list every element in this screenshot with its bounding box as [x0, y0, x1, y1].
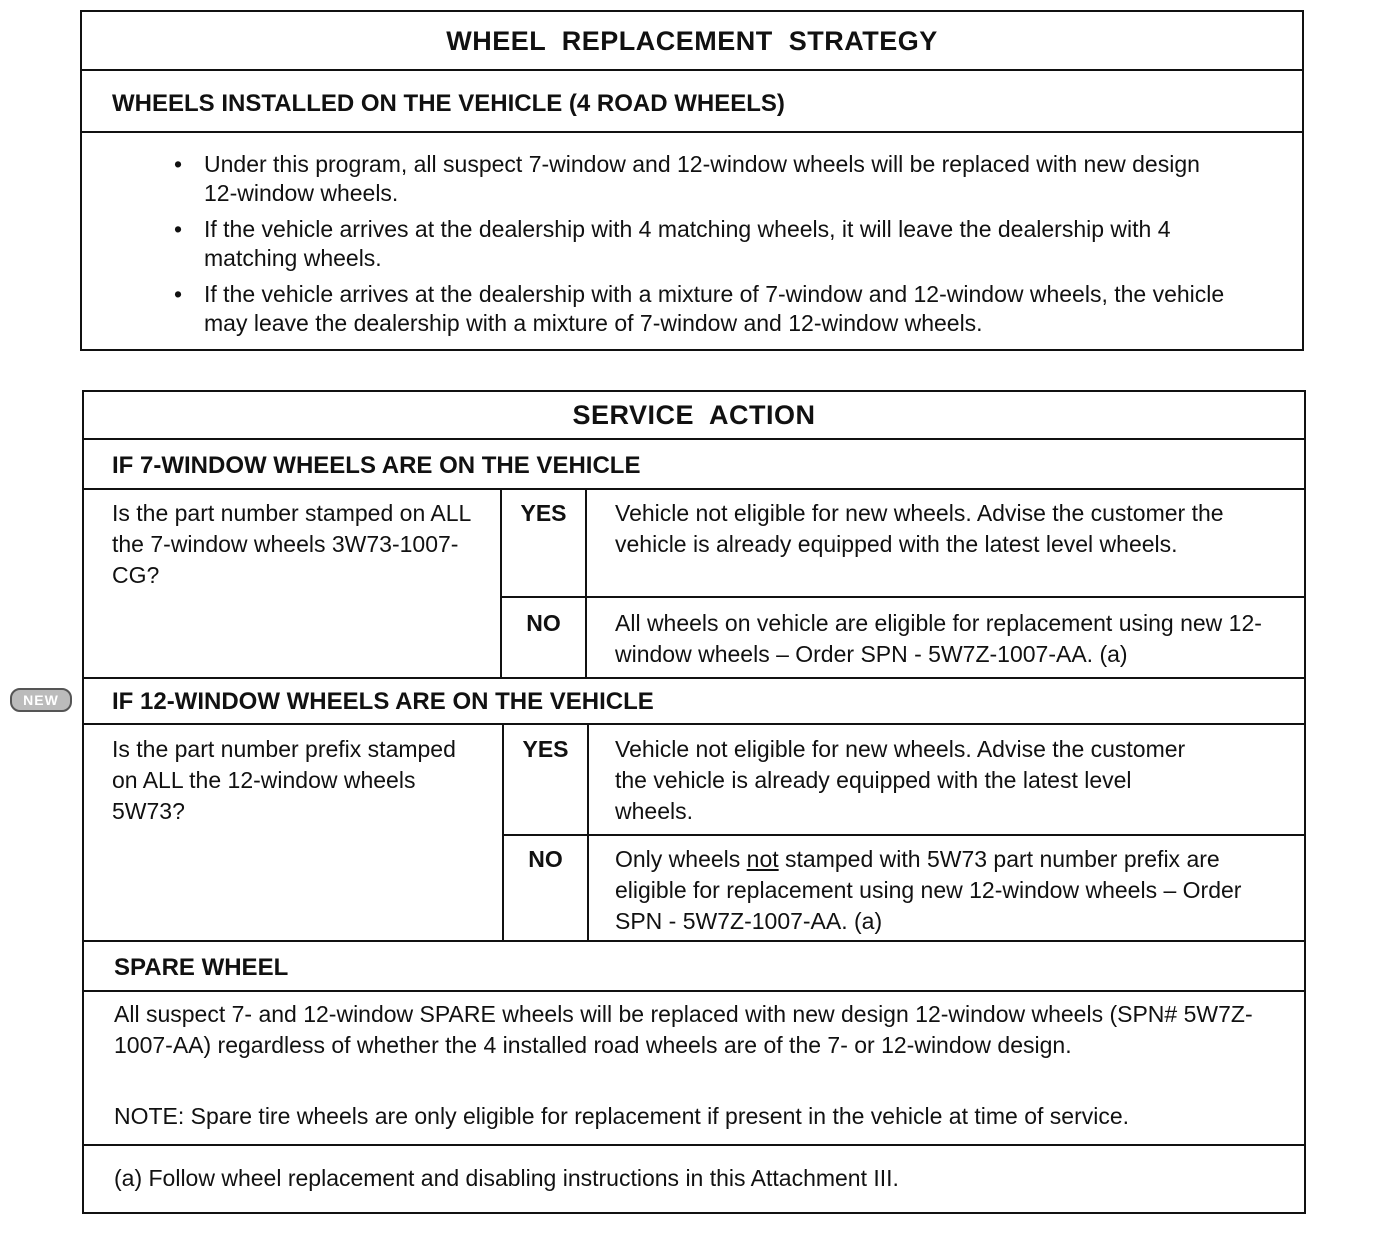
- divider: [82, 723, 1306, 725]
- service-action-title: SERVICE ACTION: [572, 400, 816, 430]
- seven-window-yes-text: Vehicle not eligible for new wheels. Advise the customer the vehicle is already equipped with the latest level wheels.: [615, 500, 1224, 557]
- bullet-icon: •: [174, 216, 183, 242]
- strategy-bullet: [174, 215, 1234, 273]
- twelve-window-no-label: NO: [528, 846, 563, 872]
- twelve-window-question: Is the part number prefix stamped on ALL the 12-window wheels 5W73?: [112, 736, 456, 824]
- divider: [585, 488, 587, 678]
- divider: [80, 131, 1304, 133]
- divider: [82, 438, 1306, 440]
- spare-wheel-heading: SPARE WHEEL: [114, 954, 289, 981]
- twelve-window-yes-text: Vehicle not eligible for new wheels. Advise the customer the vehicle is already equipped with the latest level wheels.: [615, 736, 1186, 824]
- divider: [82, 940, 1306, 942]
- no-text-after: stamped with 5W73 part number prefix are eligible for replacement using new 12-window wheels – Order SPN - 5W7Z-1007-AA. (a): [615, 846, 1242, 934]
- divider: [500, 596, 1306, 598]
- bullet-text: If the vehicle arrives at the dealership with a mixture of 7-window and 12-window wheels, the vehicle may leave the dealership with a mixture of 7-window and 12-window wheels.: [204, 281, 1225, 336]
- seven-window-yes-label: YES: [520, 500, 567, 526]
- twelve-window-yes-label: YES: [522, 736, 569, 762]
- seven-window-no-label: NO: [526, 610, 561, 636]
- no-text-before: Only wheels: [615, 846, 747, 872]
- twelve-window-no-text: [615, 844, 1265, 937]
- strategy-bullet: [174, 280, 1234, 338]
- divider: [80, 69, 1304, 71]
- spare-wheel-text: All suspect 7- and 12-window SPARE wheels will be replaced with new design 12-window wheels (SPN# 5W7Z-1007-AA) regardless of whether the 4 installed road wheels are of the 7- or 12-window design.: [114, 1001, 1253, 1058]
- installed-wheels-heading: WHEELS INSTALLED ON THE VEHICLE (4 ROAD WHEELS): [112, 90, 785, 117]
- divider: [502, 834, 1306, 836]
- bullet-text: If the vehicle arrives at the dealership with 4 matching wheels, it will leave the dealership with 4 matching wheels.: [204, 216, 1171, 271]
- twelve-window-heading: IF 12-WINDOW WHEELS ARE ON THE VEHICLE: [112, 688, 654, 715]
- no-text-underlined: not: [746, 846, 779, 872]
- divider: [82, 990, 1306, 992]
- divider: [82, 488, 1306, 490]
- bullet-icon: •: [174, 281, 183, 307]
- new-stamp: NEW: [10, 688, 72, 712]
- strategy-bullet-list: [174, 150, 1234, 345]
- bullet-text: Under this program, all suspect 7-window and 12-window wheels will be replaced with new design 12-window wheels.: [204, 151, 1200, 206]
- seven-window-no-text: All wheels on vehicle are eligible for replacement using new 12-window wheels – Order SPN - 5W7Z-1007-AA. (a): [615, 610, 1262, 667]
- strategy-bullet: [174, 150, 1234, 208]
- footnote: (a) Follow wheel replacement and disabling instructions in this Attachment III.: [114, 1165, 899, 1191]
- spare-wheel-note: NOTE: Spare tire wheels are only eligible for replacement if present in the vehicle at time of service.: [114, 1103, 1130, 1129]
- divider: [82, 1144, 1306, 1146]
- seven-window-question: Is the part number stamped on ALL the 7-window wheels 3W73-1007-CG?: [112, 500, 471, 588]
- bullet-icon: •: [174, 151, 183, 177]
- seven-window-heading: IF 7-WINDOW WHEELS ARE ON THE VEHICLE: [112, 452, 641, 479]
- divider: [587, 723, 589, 941]
- divider: [82, 677, 1306, 679]
- strategy-title: WHEEL REPLACEMENT STRATEGY: [446, 26, 938, 56]
